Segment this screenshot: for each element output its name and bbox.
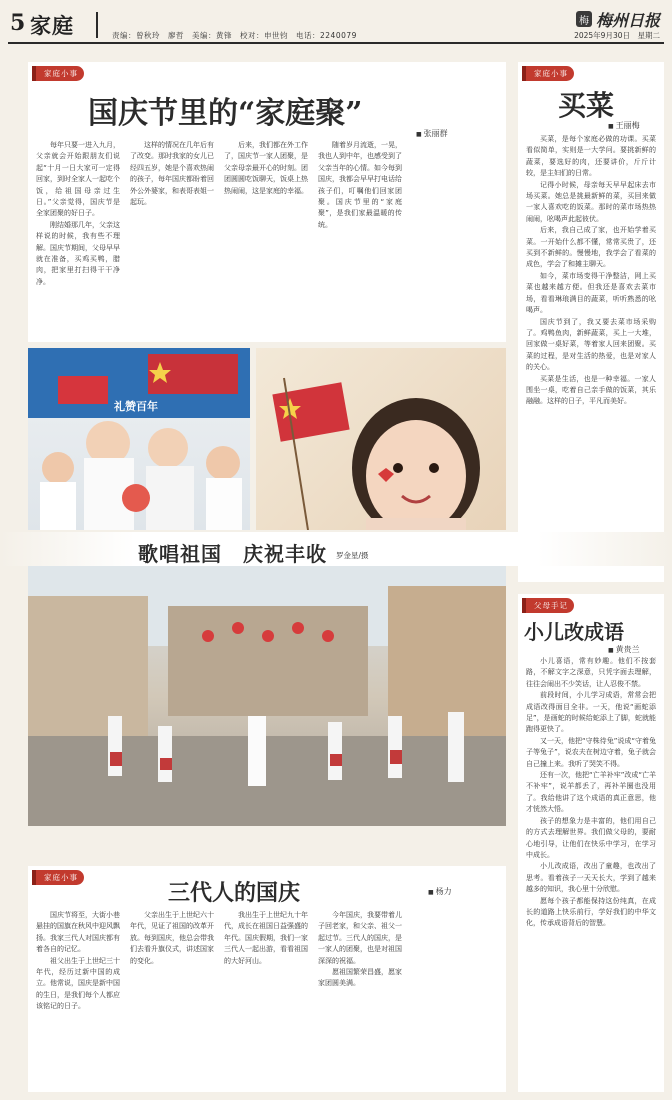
article-paragraph: 今年国庆，我要带着儿子回老家，和父亲、祖父一起过节。三代人的国庆，是一家人的团聚，也是对祖国深深的祝福。 [318,911,402,965]
article-family-gathering [28,62,506,342]
article-paragraph: 后来，我们都在外工作了，国庆节一家人团聚，是父亲母亲最开心的时刻。团团圆圆吃饭聊天，饭桌上热热闹闹，这是家庭的幸福。 [224,141,308,195]
article-body [526,134,656,576]
section-title: 家庭 [30,13,74,38]
article-body [36,140,498,336]
article-paragraph: 前段时间，小儿学习成语，常常会把成语改得面目全非。一天，他说“画蛇添足”，是画蛇的时候给蛇添上了脚，蛇就能跑得更快了。 [526,691,656,734]
article-body [526,656,656,1086]
article-author: ■ 杨力 [428,886,452,897]
article-paragraph: 后来，我自己成了家，也开始学着买菜。一开始什么都不懂，常常买贵了，还买到不新鲜的。慢慢地，我学会了看菜的成色，学会了和摊主聊天。 [526,226,656,269]
photo-illustration [28,566,506,826]
article-paragraph: 我出生于上世纪九十年代，成长在祖国日益强盛的年代。国庆假期，我们一家三代人一起出游，看看祖国的大好河山。 [224,911,308,965]
article-paragraph: 小儿改成语，改出了童趣，也改出了思考。看着孩子一天天长大，学到了越来越多的知识，我心里十分欣慰。 [526,862,656,894]
article-author: ■ 黄贵兰 [608,644,640,655]
article-paragraph: 买菜，是每个家庭必做的功课。买菜看似简单，实则是一大学问。要挑新鲜的蔬菜，要选好的肉，还要讲价，斤斤计较，是主妇们的日常。 [526,135,656,178]
article-paragraph: 愿每个孩子都能保持这份纯真，在成长的道路上快乐前行，学好我们的中华文化，传承成语背后的智慧。 [526,896,656,928]
article-paragraph: 又一天，他把“守株待兔”说成“守着兔子等兔子”，说农夫在树边守着，兔子就会自己撞上来。我听了哭笑不得。 [526,736,656,768]
article-body [36,910,498,1086]
photo-girl-flag [256,348,506,530]
logo-text: 梅州日报 [595,10,660,30]
article-paragraph: 这样的情况在几年后有了改变。那时我家的女儿已经四五岁，她是个喜欢热闹的孩子，每年国庆都盼着回外公外婆家，和表哥表姐一起玩。 [130,141,214,207]
article-paragraph: 每年只要一进入九月，父亲就会开始跟朋友们说起“十月一日大家可一定得回家，到时全家人一起吃个饭，给祖国母亲过生日。”父亲觉得，国庆节是全家团聚的好日子。 [36,141,120,218]
article-tag: 家庭小事 [526,66,574,81]
article-tag: 家庭小事 [36,66,84,81]
article-title: 三代人的国庆 [168,880,301,906]
article-title: 国庆节里的“家庭聚” [88,96,363,131]
article-paragraph: 随着岁月流逝，一晃，我也人到中年，也感受到了父亲当年的心情。如今每到国庆，我都会早早打电话给孩子们，叮嘱他们回家团聚。国庆节里的“家庭聚”，是我们家最温暖的传统。 [318,141,402,229]
article-paragraph: 还有一次，他把“亡羊补牢”改成“亡羊不补牢”，说羊都丢了，再补羊圈也没用了。我给他讲了这个成语的真正意思，他才恍然大悟。 [526,771,656,814]
logo-icon: 梅 [576,11,592,27]
article-child-idioms [518,594,664,1092]
article-three-generations [28,866,506,1092]
article-column [318,910,402,1086]
article-author: ■ 王丽梅 [608,120,640,131]
article-paragraph: 如今，菜市场变得干净整洁，网上买菜也越来越方便。但我还是喜欢去菜市场，看看琳琅满目的蔬菜，听听熟悉的吆喝声。 [526,271,656,315]
issue-date: 2025年9月30日 星期二 [574,31,660,40]
article-tag: 父母手记 [526,598,574,613]
photo-children-flags [28,348,250,530]
photo-caption-author: 罗金星/摄 [336,551,369,560]
article-paragraph: 孩子的想象力是丰富的，他们用自己的方式去理解世界。我们做父母的，要耐心地引导，让他们在快乐中学习，在学习中成长。 [526,816,656,859]
article-column [224,140,308,336]
article-paragraph: 愿祖国繁荣昌盛，愿家家团圆美满。 [318,968,402,988]
banner-text: 礼赞百年 [114,400,158,413]
article-paragraph: 国庆节将至，大街小巷悬挂的国旗在秋风中迎风飘扬。我家三代人对国庆都有着各自的记忆。 [36,911,120,954]
editor-credits: 责编：曾秋玲 廖哲 美编：黄锋 校对：申世钧 电话：2240079 [112,31,357,40]
article-paragraph: 记得小时候，母亲每天早早起床去市场买菜。她总是挑最新鲜的菜，买回来做一家人喜欢吃的饭菜。那时的菜市场热热闹闹，吆喝声此起彼伏。 [526,180,656,223]
page-header [8,8,664,44]
article-tag: 家庭小事 [36,870,84,885]
article-column [130,910,214,1086]
header-divider [96,12,98,38]
article-column [36,910,120,1086]
article-paragraph: 国庆节到了，我又要去菜市场采购了。鸡鸭鱼肉，新鲜蔬菜，买上一大堆，回家做一桌好菜，等着家人回来团聚。买菜的过程，是对生活的热爱，也是对家人的关心。 [526,317,656,372]
article-buying-groceries [518,62,664,582]
article-paragraph: 祖父出生于上世纪三十年代，经历过新中国的成立。他常说，国庆是新中国的生日，是我们每个人都应该铭记的日子。 [36,956,120,1011]
article-paragraph: 买菜是生活，也是一种幸福。一家人围坐一桌，吃着自己亲手做的饭菜，其乐融融。这样的日子，平凡而美好。 [526,374,656,406]
article-paragraph: 父亲出生于上世纪六十年代，见证了祖国的改革开放。每到国庆，他总会带我们去看升旗仪式，讲述国家的变化。 [130,911,214,965]
photo-street-performance [28,566,506,826]
article-column [224,910,308,1086]
article-paragraph: 刚结婚那几年，父亲这样说的时候，我有些不理解。国庆节期间，父母早早就在准备，买鸡买鸭，腊肉，把家里打扫得干干净净。 [36,220,120,286]
photo-illustration [28,348,250,530]
article-column [318,140,402,336]
page-number: 5 [10,10,26,36]
article-author: ■ 张丽群 [416,128,448,139]
newspaper-logo [576,10,660,28]
article-column [130,140,214,336]
photo-illustration [256,348,506,530]
article-title: 买菜 [558,89,615,122]
photo-caption-title: 歌唱祖国 庆祝丰收 [138,542,327,566]
article-title: 小儿改成语 [524,620,624,644]
article-column [36,140,120,336]
article-paragraph: 小儿喜语，常有妙趣。他们不按套路，不解文字之深意，只凭字面去理解，往往会闹出不少笑话，让人忍俊不禁。 [526,657,656,688]
